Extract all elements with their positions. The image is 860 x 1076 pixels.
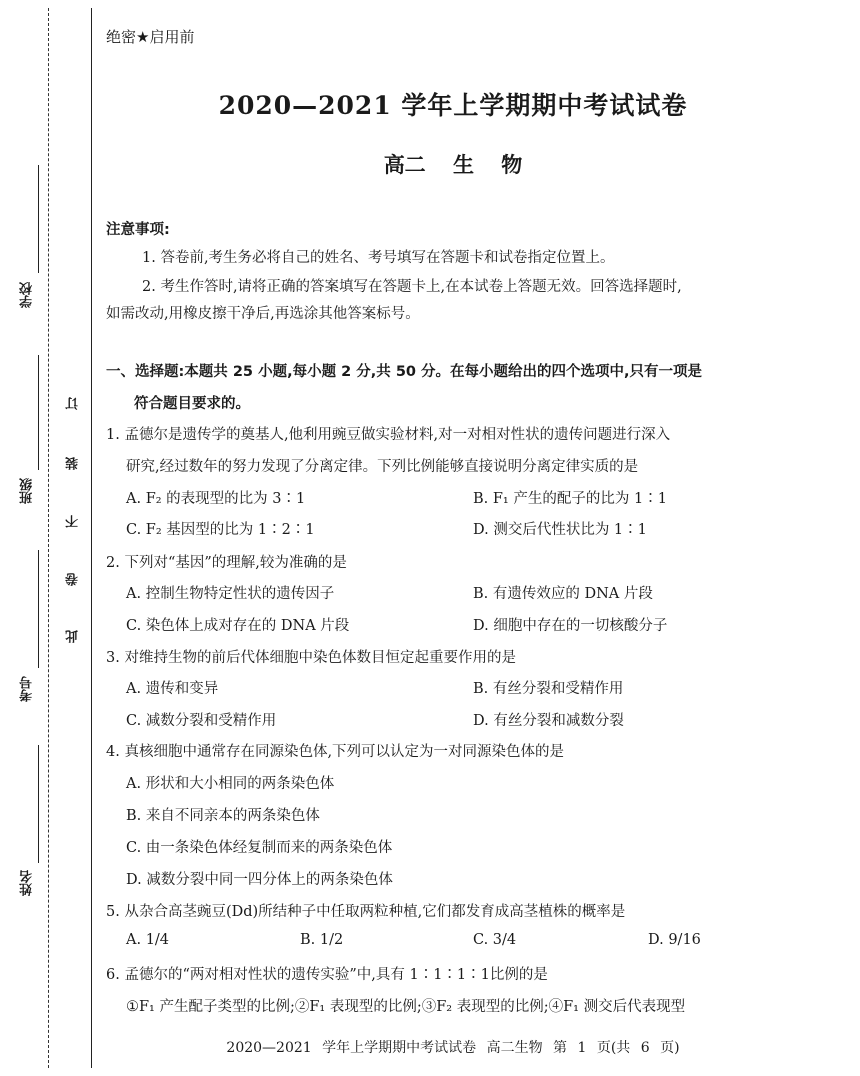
q3-option-c: C. 减数分裂和受精作用 — [126, 713, 277, 729]
notice-item-1: 1. 答卷前,考生务必将自己的姓名、考号填写在答题卡和试卷指定位置上。 — [142, 250, 615, 266]
q1-stem: 1. 孟德尔是遗传学的奠基人,他利用豌豆做实验材料,对一对相对性状的遗传问题进行深入 — [106, 427, 671, 443]
q4-option-a: A. 形状和大小相同的两条染色体 — [126, 776, 335, 792]
q5-option-a: A. 1/4 — [126, 932, 170, 948]
q5-option-c: C. 3/4 — [473, 932, 517, 948]
q2-option-c: C. 染色体上成对存在的 DNA 片段 — [126, 618, 350, 634]
q4-stem: 4. 真核细胞中通常存在同源染色体,下列可以认定为一对同源染色体的是 — [106, 744, 565, 760]
q3-stem: 3. 对维持生物的前后代体细胞中染色体数目恒定起重要作用的是 — [106, 650, 516, 666]
section-heading: 一、选择题:本题共 25 小题,每小题 2 分,共 50 分。在每小题给出的四个选项中,只有一项是 — [106, 364, 703, 380]
q2-stem: 2. 下列对“基因”的理解,较为准确的是 — [106, 555, 347, 571]
name-blank[interactable] — [38, 745, 39, 863]
q2-option-d: D. 细胞中存在的一切核酸分子 — [473, 618, 668, 634]
binding-line — [91, 8, 92, 1068]
exam-number-label: 考号 — [20, 676, 35, 702]
q5-option-d: D. 9/16 — [648, 932, 701, 948]
school-label: 学校 — [20, 282, 35, 308]
school-blank[interactable] — [38, 165, 39, 273]
q1-option-c: C. F₂ 基因型的比为 1∶2∶1 — [126, 522, 315, 538]
q3-option-b: B. 有丝分裂和受精作用 — [473, 681, 624, 697]
class-label: 班级 — [20, 478, 35, 504]
q3-option-a: A. 遗传和变异 — [126, 681, 219, 697]
class-blank[interactable] — [38, 355, 39, 470]
q6-stem-cont: ①F₁ 产生配子类型的比例;②F₁ 表现型的比例;③F₂ 表现型的比例;④F₁ 测交后代表现型 — [126, 999, 686, 1015]
q1-option-b: B. F₁ 产生的配子的比为 1∶1 — [473, 491, 667, 507]
section-heading-cont: 符合题目要求的。 — [134, 396, 250, 412]
q1-option-d: D. 测交后代性状比为 1∶1 — [473, 522, 647, 538]
notice-item-2-cont: 如需改动,用橡皮擦干净后,再选涂其他答案标号。 — [106, 306, 420, 322]
name-field — [18, 870, 38, 896]
seal-char-1: 订 — [66, 397, 81, 410]
cut-line-dashed — [48, 8, 49, 1068]
class-field — [18, 478, 38, 504]
q1-stem-cont: 研究,经过数年的努力发现了分离定律。下列比例能够直接说明分离定律实质的是 — [126, 459, 639, 475]
exam-number-blank[interactable] — [38, 550, 39, 668]
q4-option-c: C. 由一条染色体经复制而来的两条染色体 — [126, 840, 393, 856]
q5-option-b: B. 1/2 — [300, 932, 344, 948]
seal-char-3: 不 — [66, 515, 81, 528]
school-field — [18, 282, 38, 308]
name-label: 姓名 — [20, 870, 35, 896]
exam-subtitle: 高二 生 物 — [383, 153, 523, 177]
q6-stem: 6. 孟德尔的“两对相对性状的遗传实验”中,具有 1∶1∶1∶1比例的是 — [106, 967, 548, 983]
seal-char-2: 装 — [66, 457, 81, 470]
q1-option-a: A. F₂ 的表现型的比为 3∶1 — [126, 491, 306, 507]
q3-option-d: D. 有丝分裂和减数分裂 — [473, 713, 624, 729]
q5-stem: 5. 从杂合高茎豌豆(Dd)所结种子中任取两粒种植,它们都发育成高茎植株的概率是 — [106, 904, 626, 920]
q2-option-a: A. 控制生物特定性状的遗传因子 — [126, 586, 335, 602]
seal-char-5: 此 — [66, 630, 81, 643]
secret-label: 绝密★启用前 — [106, 28, 195, 46]
q2-option-b: B. 有遗传效应的 DNA 片段 — [473, 586, 653, 602]
q4-option-b: B. 来自不同亲本的两条染色体 — [126, 808, 320, 824]
notice-heading: 注意事项: — [106, 222, 170, 238]
page-footer: 2020—2021 学年上学期期中考试试卷 高二生物 第 1 页(共 6 页) — [226, 1040, 680, 1056]
binding-margin — [0, 0, 92, 1076]
notice-item-2: 2. 考生作答时,请将正确的答案填写在答题卡上,在本试卷上答题无效。回答选择题时, — [142, 279, 682, 295]
q4-option-d: D. 减数分裂中同一四分体上的两条染色体 — [126, 872, 393, 888]
exam-title: 2020—2021 学年上学期期中考试试卷 — [218, 91, 688, 120]
seal-char-4: 卷 — [66, 573, 81, 586]
exam-number-field — [18, 676, 38, 702]
